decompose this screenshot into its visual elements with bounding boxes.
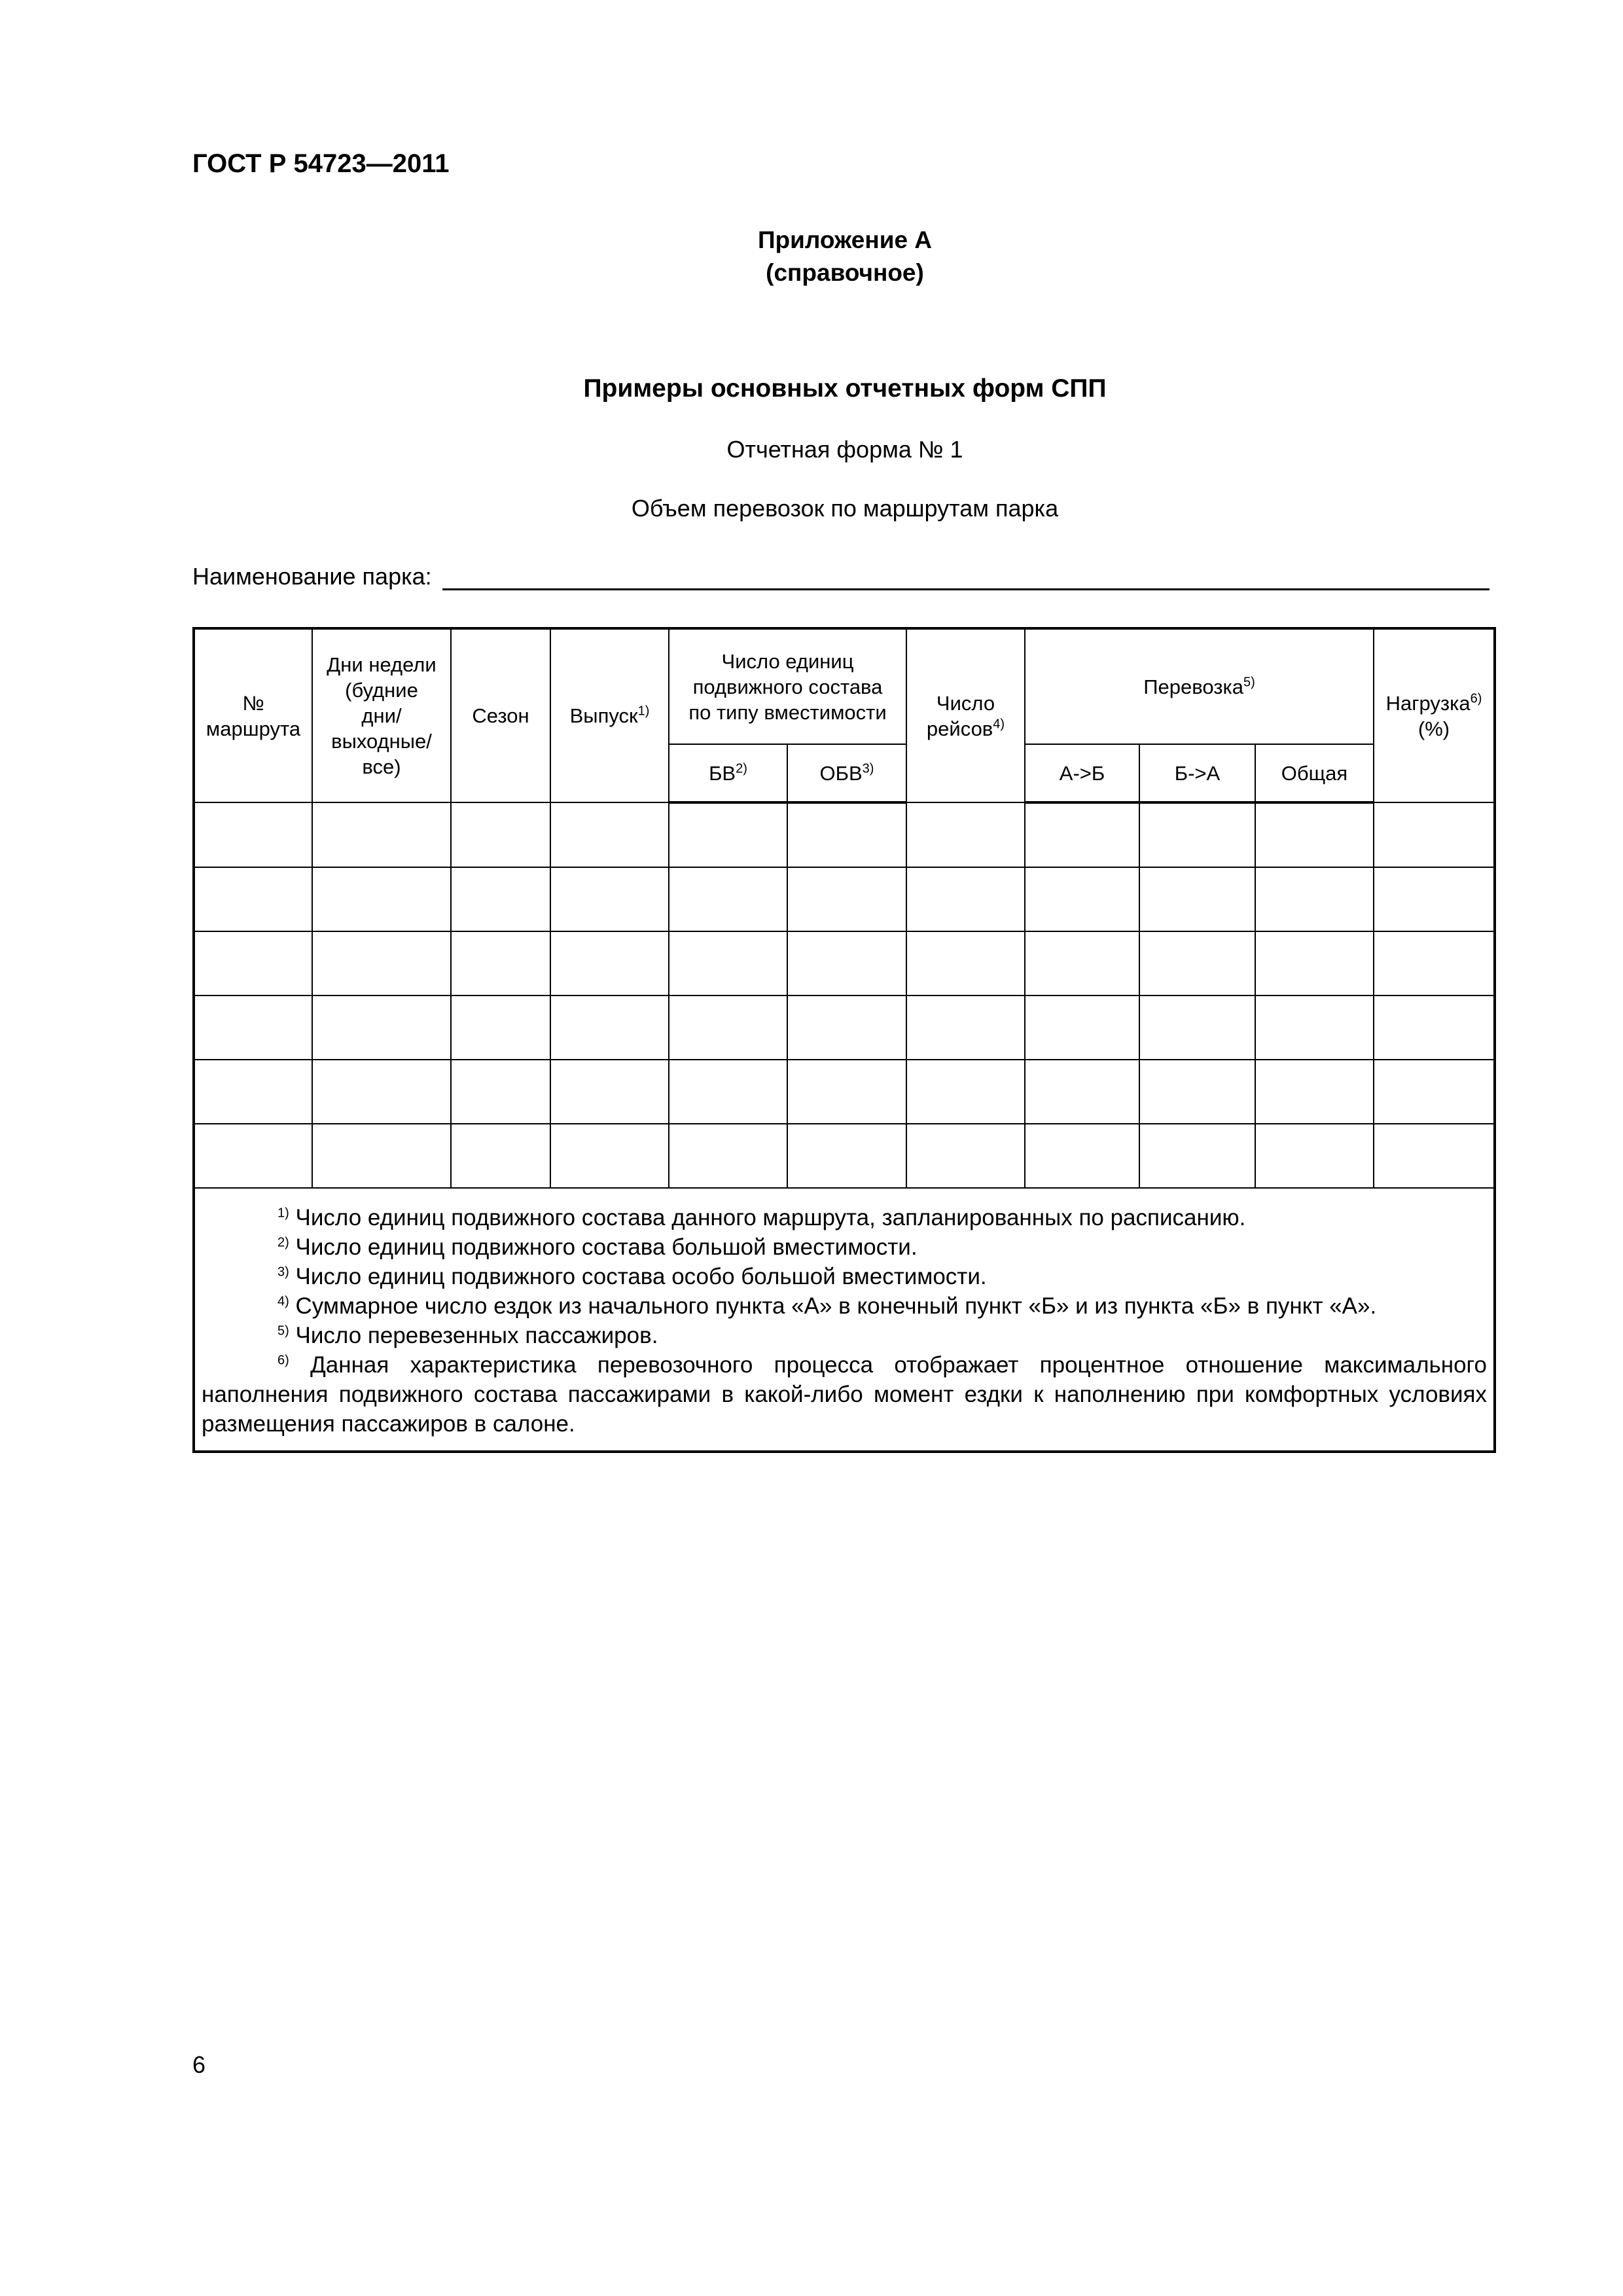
table-cell — [312, 802, 451, 867]
table-cell — [1025, 931, 1139, 996]
table-cell — [312, 1124, 451, 1188]
park-name-field — [192, 560, 1489, 590]
header-b-to-a: Б->А — [1139, 744, 1255, 802]
appendix-label: Приложение А — [757, 226, 933, 253]
appendix-heading — [192, 224, 1497, 289]
table-cell — [312, 931, 451, 996]
footnote-mark: 4) — [993, 717, 1005, 732]
table-cell — [451, 1124, 550, 1188]
table-row — [194, 996, 1495, 1060]
notes-row — [194, 1188, 1495, 1452]
table-cell — [194, 867, 312, 931]
document-id: ГОСТ Р 54723—2011 — [192, 149, 450, 178]
table-cell — [1374, 931, 1495, 996]
table-cell — [1139, 867, 1255, 931]
footnote-mark: 3) — [862, 761, 874, 776]
park-name-label: Наименование парка: — [192, 563, 432, 590]
table-cell — [669, 867, 787, 931]
table-cell — [451, 1060, 550, 1124]
table-cell — [312, 996, 451, 1060]
header-a-to-b: А->Б — [1025, 744, 1139, 802]
table-cell — [1374, 1060, 1495, 1124]
table-cell — [550, 996, 669, 1060]
table-cell — [1255, 931, 1374, 996]
table-cell — [906, 802, 1025, 867]
table-cell — [1025, 1060, 1139, 1124]
table-cell — [312, 1060, 451, 1124]
table-cell — [906, 931, 1025, 996]
table-cell — [669, 1060, 787, 1124]
table-cell — [787, 802, 906, 867]
page-number: 6 — [192, 2051, 206, 2078]
table-row — [194, 802, 1495, 867]
table-cell — [787, 931, 906, 996]
header-row-1 — [194, 628, 1495, 744]
table-cell — [1374, 996, 1495, 1060]
table-cell — [550, 802, 669, 867]
header-route-number: № маршрута — [194, 628, 312, 802]
footnote-5: $^{5)}$ Число перевезенных пассажиров. — [277, 1323, 658, 1348]
table-row — [194, 1124, 1495, 1188]
table-cell — [451, 867, 550, 931]
table-cell — [1025, 867, 1139, 931]
table-cell — [312, 867, 451, 931]
header-units-by-capacity: Число единиц подвижного состава по типу вместимости — [669, 628, 906, 744]
footnote-3: $^{3)}$ Число единиц подвижного состава особо большой вместимости. — [277, 1264, 987, 1289]
table-cell — [550, 1060, 669, 1124]
table-cell — [194, 1060, 312, 1124]
footnote-6: $^{6)}$ Данная характеристика перевозочного процесса отображает процентное отношение максимального наполнения подвижного состава пассажирами в какой-либо момент ездки к наполнению при комфортных условиях размещения пассажиров в салоне. — [202, 1352, 1488, 1437]
table-cell — [787, 867, 906, 931]
table-cell — [1374, 802, 1495, 867]
table-cell — [194, 996, 312, 1060]
header-season: Сезон — [451, 628, 550, 802]
table-cell — [194, 931, 312, 996]
table-cell — [194, 1124, 312, 1188]
table-cell — [1025, 996, 1139, 1060]
table-cell — [1255, 867, 1374, 931]
table-cell — [787, 1124, 906, 1188]
park-name-fill-line — [442, 565, 1489, 590]
header-bv: БВ$^{2)}$ — [669, 744, 787, 802]
table-cell — [1255, 1060, 1374, 1124]
footnote-mark: 2) — [736, 761, 747, 776]
footnote-4: $^{4)}$ Суммарное число ездок из начального пункта «А» в конечный пункт «Б» и из пункта «Б» в пункт «А». — [277, 1293, 1377, 1319]
table-cell — [1255, 802, 1374, 867]
table-cell — [906, 1060, 1025, 1124]
table-cell — [1139, 996, 1255, 1060]
header-transport: Перевозка$^{5)}$ — [1025, 628, 1374, 744]
table-cell — [1255, 1124, 1374, 1188]
footnote-mark: 1) — [637, 704, 650, 719]
form-subtitle: Объем перевозок по маршрутам парка — [631, 495, 1059, 522]
table-cell — [669, 996, 787, 1060]
footnote-1: $^{1)}$ Число единиц подвижного состава данного маршрута, запланированных по расписанию. — [277, 1205, 1246, 1230]
form-number: Отчетная форма № 1 — [726, 436, 963, 463]
appendix-type: (справочное) — [766, 259, 924, 286]
footnotes — [194, 1188, 1495, 1452]
table-row — [194, 931, 1495, 996]
table-cell — [1374, 1124, 1495, 1188]
table-cell — [1025, 802, 1139, 867]
table-cell — [787, 996, 906, 1060]
header-total: Общая — [1255, 744, 1374, 802]
footnote-mark: 5) — [1243, 675, 1255, 690]
footnote-mark: 6) — [1470, 691, 1482, 706]
table-cell — [451, 931, 550, 996]
table-cell — [669, 802, 787, 867]
footnote-2: $^{2)}$ Число единиц подвижного состава большой вместимости. — [277, 1234, 918, 1260]
table-cell — [550, 1124, 669, 1188]
table-cell — [451, 996, 550, 1060]
table-cell — [1025, 1124, 1139, 1188]
table-cell — [550, 867, 669, 931]
section-title: Примеры основных отчетных форм СПП — [583, 374, 1107, 403]
table-cell — [787, 1060, 906, 1124]
table-cell — [906, 867, 1025, 931]
table-row — [194, 867, 1495, 931]
table-cell — [1139, 1060, 1255, 1124]
table-cell — [906, 1124, 1025, 1188]
table-cell — [194, 802, 312, 867]
table-cell — [669, 1124, 787, 1188]
header-load: Нагрузка$^{6)}$ (%) — [1374, 628, 1495, 802]
header-trips-count: Число рейсов$^{4)}$ — [906, 628, 1025, 802]
table-cell — [550, 931, 669, 996]
table-cell — [669, 931, 787, 996]
report-form-table — [192, 627, 1496, 1453]
table-cell — [1255, 996, 1374, 1060]
table-cell — [906, 996, 1025, 1060]
header-release: Выпуск$^{1)}$ — [550, 628, 669, 802]
table-cell — [1139, 802, 1255, 867]
table-cell — [1139, 931, 1255, 996]
table-cell — [451, 802, 550, 867]
header-obv: ОБВ$^{3)}$ — [787, 744, 906, 802]
table-cell — [1374, 867, 1495, 931]
table-row — [194, 1060, 1495, 1124]
header-days-of-week: Дни недели (будние дни/ выходные/ все) — [312, 628, 451, 802]
table-cell — [1139, 1124, 1255, 1188]
